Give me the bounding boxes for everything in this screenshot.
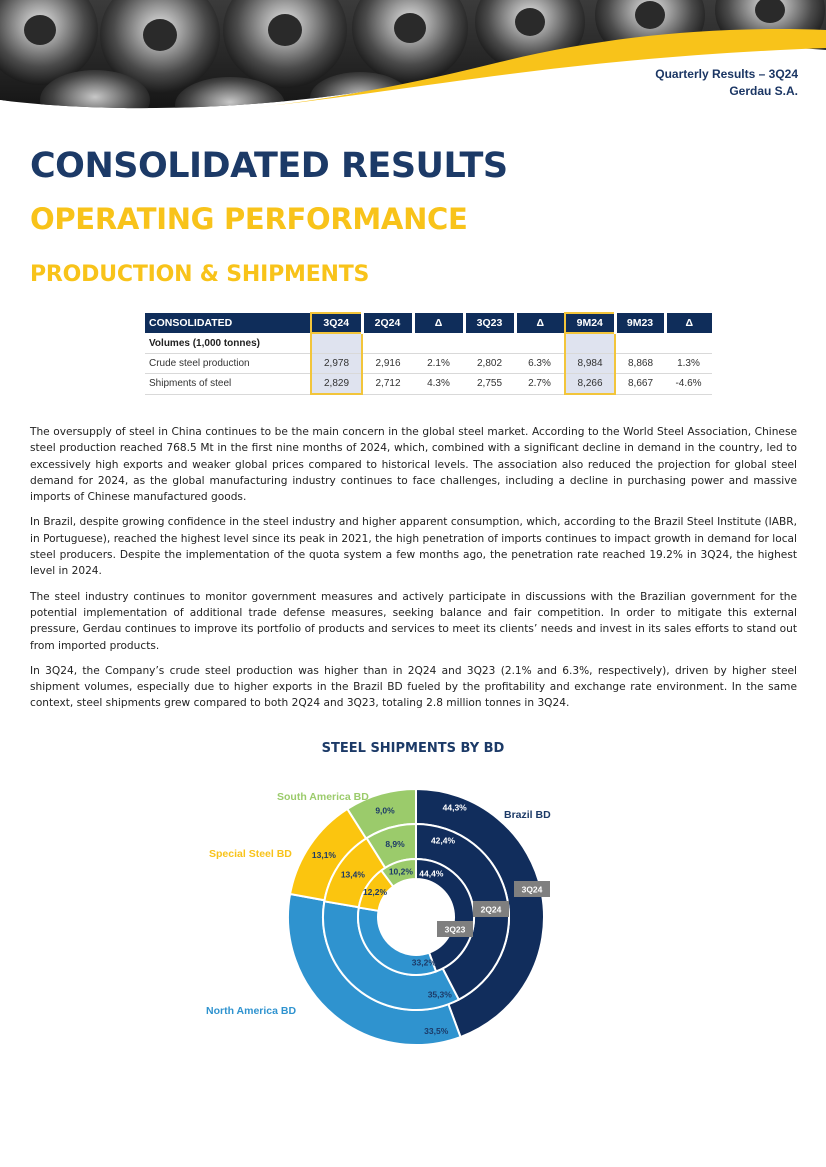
production-shipments-table (145, 312, 712, 395)
table-cell: 8,266 (565, 374, 615, 395)
table-cell: 2,916 (362, 354, 413, 374)
table-cell: 8,984 (565, 354, 615, 374)
company-name: Gerdau S.A. (729, 84, 798, 98)
paragraph: The steel industry continues to monitor government measures and actively participate in discussions with the Brazilian government for the potential implementation of additional trade defense measures, seeking balance and fair competition. In order to mitigate this external pressure, Gerdau continues to improve its portfolio of products and services to meet its clients’ needs and invest in its sales efforts to stand out from imported products. (30, 590, 797, 652)
donut-value-label: 42,4% (430, 835, 456, 846)
donut-value-label: 35,3% (427, 989, 452, 1000)
report-label (655, 66, 798, 100)
table-subheader-row (145, 333, 712, 354)
table-cell: Shipments of steel (145, 374, 311, 395)
main-title: CONSOLIDATED RESULTS (30, 146, 508, 186)
table-cell: 2,802 (464, 354, 515, 374)
donut-value-label: 33,5% (424, 1026, 449, 1037)
table-header-row (145, 313, 712, 333)
table-cell: 2,712 (362, 374, 413, 395)
report-title: Quarterly Results – 3Q24 (655, 67, 798, 81)
header-banner (0, 0, 826, 118)
legend-label-south-america-bd: South America BD (277, 791, 369, 803)
legend-label-special-steel-bd: Special Steel BD (209, 848, 292, 860)
chart-title: STEEL SHIPMENTS BY BD (321, 741, 505, 756)
table-row (145, 354, 712, 374)
legend-label-brazil-bd: Brazil BD (504, 809, 551, 821)
series-tag-3q24 (514, 881, 550, 897)
table-cell: 8,667 (615, 374, 665, 395)
steel-coils-image (0, 0, 826, 118)
table-cell: 2,755 (464, 374, 515, 395)
table-cell: 4.3% (413, 374, 464, 395)
table-cell: 1.3% (665, 354, 712, 374)
donut-value-label: 10,2% (388, 866, 413, 877)
table-cell: -4.6% (665, 374, 712, 395)
donut-value-label: 9,0% (375, 805, 395, 816)
table-cell: Crude steel production (145, 354, 311, 374)
section-title: OPERATING PERFORMANCE (30, 202, 468, 236)
donut-value-label: 8,9% (385, 838, 405, 849)
paragraph: The oversupply of steel in China continues to be the main concern in the global steel market. According to the World Steel Association, Chinese steel production reached 768.5 Mt in the first nine months of 2024, which, combined with a significant decline in demand in the country, led to excessively high exports and weaker global prices compared to historical levels. The association also reduced the projection for global steel demand for 2024, as the global manufacturing industry continues to face challenges, including a decline in purchasing power and massive imports of Chinese manufactured goods. (30, 426, 797, 504)
series-tag-3q23 (437, 921, 473, 937)
table-cell: 2.1% (413, 354, 464, 374)
svg-text:3Q24: 3Q24 (521, 884, 543, 895)
subsection-title: PRODUCTION & SHIPMENTS (30, 262, 370, 287)
series-tag-2q24 (473, 901, 509, 917)
table-header-cell: 3Q23 (464, 313, 515, 333)
donut-value-label: 44,4% (419, 868, 444, 879)
paragraph: In 3Q24, the Company’s crude steel production was higher than in 2Q24 and 3Q23 (2.1% and 6.3%, respectively), driven by higher steel shipment volumes, especially due to higher exports in the Brazil BD fueled by the profitability and exchange rate environment. In the same context, steel shipments grew compared to both 2Q24 and 3Q23, totaling 2.8 million tonnes in 3Q24. (30, 664, 797, 710)
donut-value-label: 33,2% (411, 957, 436, 968)
donut-value-label: 13,4% (340, 869, 365, 880)
table-header-cell: 2Q24 (362, 313, 413, 333)
table-header-cell: 9M23 (615, 313, 665, 333)
table-cell: 2.7% (515, 374, 565, 395)
legend-label-north-america-bd: North America BD (206, 1005, 297, 1017)
table-header-cell: Δ (413, 313, 464, 333)
table-header-cell: 9M24 (565, 313, 615, 333)
table-header-cell: 3Q24 (311, 313, 362, 333)
table-subheader: Volumes (1,000 tonnes) (145, 333, 311, 354)
svg-text:2Q24: 2Q24 (480, 904, 502, 915)
table-cell: 2,829 (311, 374, 362, 395)
table-header-cell: CONSOLIDATED (145, 313, 311, 333)
steel-shipments-donut-chart (0, 760, 826, 1060)
donut-value-label: 44,3% (442, 802, 467, 813)
donut-value-label: 13,1% (311, 849, 336, 860)
paragraph: In Brazil, despite growing confidence in the steel industry and higher apparent consumption, which, according to the Brazil Steel Institute (IABR, in Portuguese), reached the highest level since its peak in 2021, the high penetration of imports continues to impact growth in demand for local steel producers. Despite the implementation of the quota system a few months ago, the penetration rate reached 19.2% in 3Q24, the highest level in 2024. (30, 516, 797, 578)
table-cell: 6.3% (515, 354, 565, 374)
table-cell: 8,868 (615, 354, 665, 374)
table-cell: 2,978 (311, 354, 362, 374)
table-row (145, 374, 712, 395)
table-header-cell: Δ (515, 313, 565, 333)
svg-text:3Q23: 3Q23 (444, 924, 466, 935)
table-header-cell: Δ (665, 313, 712, 333)
donut-value-label: 12,2% (362, 887, 388, 898)
body-text (30, 424, 797, 721)
